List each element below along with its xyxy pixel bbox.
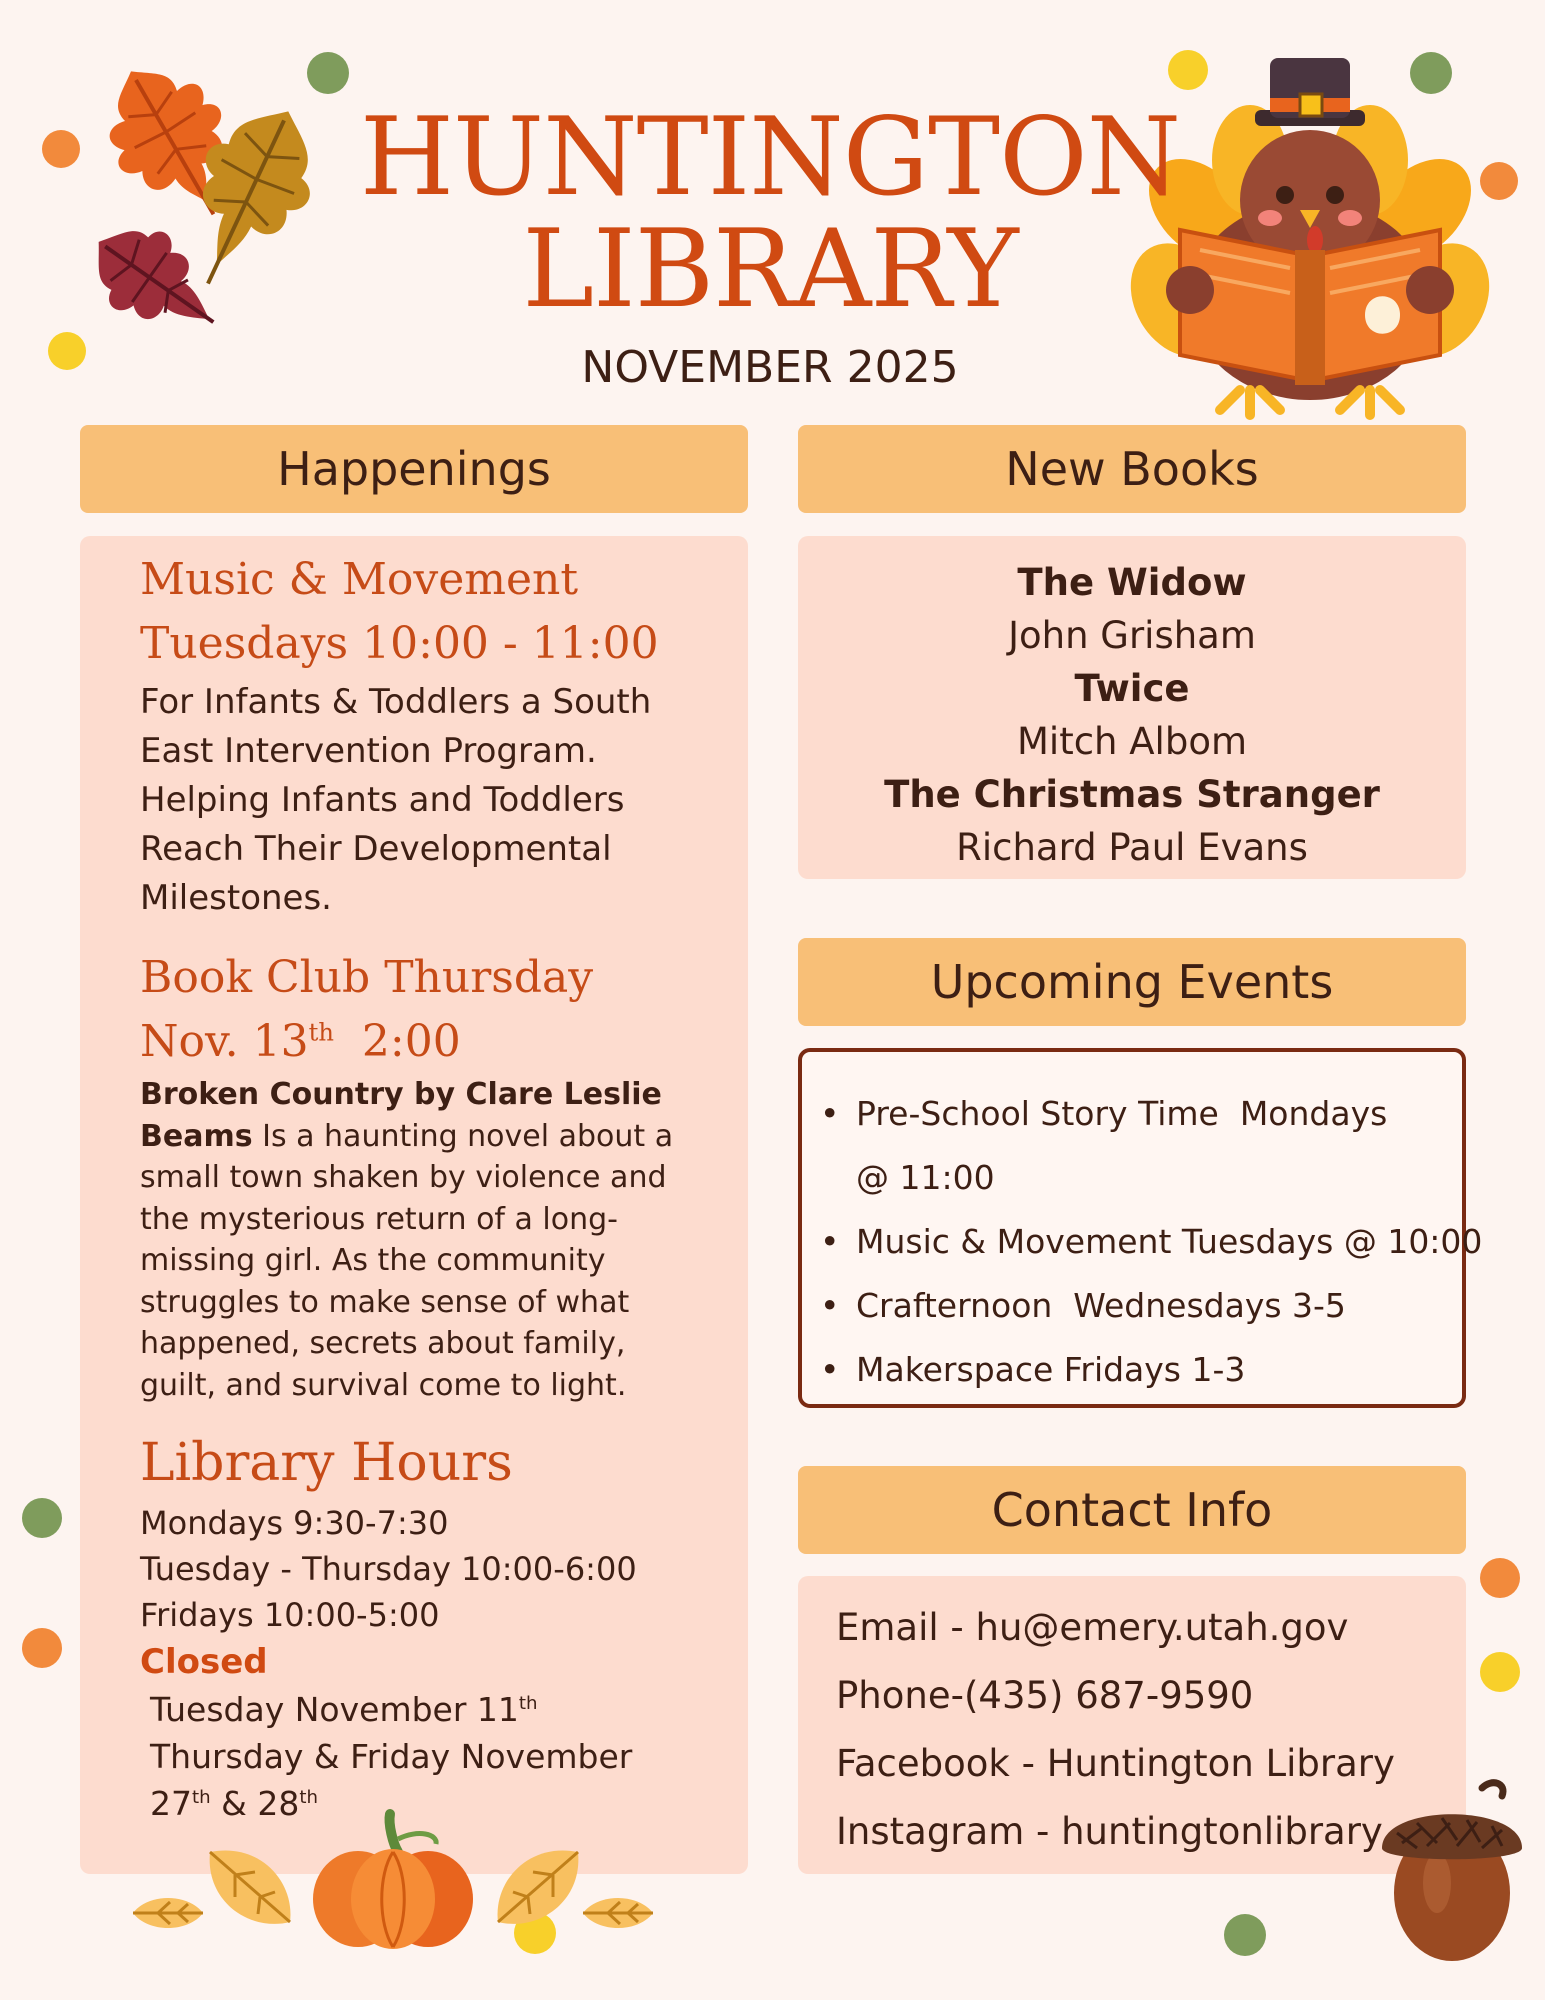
description-line: small town shaken by violence and: [140, 1160, 667, 1195]
library-hours-list: [140, 1500, 710, 1638]
closed-label: Closed: [140, 1642, 268, 1682]
closed-date-text: 27: [150, 1784, 192, 1823]
event-text: Pre-School Story Time Mondays: [856, 1094, 1388, 1133]
upcoming-events-header: [798, 938, 1466, 1026]
event-text: Crafternoon Wednesdays 3-5: [856, 1286, 1346, 1325]
book-club-date-sup: th: [308, 1018, 334, 1047]
new-books-panel: [798, 536, 1466, 879]
acorn-icon: [1372, 1778, 1532, 1968]
upcoming-events-heading: Upcoming Events: [930, 955, 1334, 1009]
book-title: The Christmas Stranger: [884, 773, 1380, 816]
description-line: guilt, and survival come to light.: [140, 1367, 627, 1403]
description-line: For Infants & Toddlers a South: [140, 682, 652, 722]
leaf-icon: [200, 1842, 300, 1932]
closed-date-line: Thursday & Friday November: [150, 1737, 633, 1776]
contact-phone: Phone-(435) 687-9590: [836, 1674, 1254, 1717]
list-item: [820, 1082, 1470, 1146]
upcoming-events-box: [798, 1048, 1483, 1408]
description-line: happened, secrets about family,: [140, 1326, 626, 1361]
music-movement-schedule: Tuesdays 10:00 - 11:00: [140, 618, 659, 669]
leaf-icon: [128, 1888, 208, 1938]
book-title-line: Beams: [140, 1118, 253, 1154]
description-line: struggles to make sense of what: [140, 1284, 630, 1320]
list-item: [820, 1274, 1470, 1338]
page-subtitle: NOVEMBER 2025: [581, 342, 959, 393]
description-line: Helping Infants and Toddlers: [140, 780, 625, 820]
decor-dot-yellow: [1480, 1652, 1520, 1692]
closed-date-sup: th: [518, 1693, 538, 1714]
description-line: Is a haunting novel about a: [252, 1118, 674, 1154]
events-list: [820, 1082, 1483, 1402]
happenings-panel: [80, 536, 748, 1874]
event-text: Makerspace Fridays 1-3: [856, 1350, 1246, 1389]
bullet-icon: •: [820, 1286, 840, 1325]
decor-dot-orange: [42, 130, 80, 168]
decor-dot-green: [1224, 1914, 1266, 1956]
closed-date-text: Tuesday November 11: [150, 1690, 519, 1729]
pumpkin-icon: [308, 1804, 478, 1950]
decor-dot-orange: [22, 1628, 62, 1668]
book-title: Twice: [1074, 667, 1190, 710]
contact-info-header: [798, 1466, 1466, 1554]
contact-facebook: Facebook - Huntington Library: [836, 1742, 1395, 1785]
hours-line: Fridays 10:00-5:00: [140, 1596, 440, 1634]
library-hours-title: Library Hours: [140, 1433, 513, 1493]
book-club-date: [140, 1010, 710, 1074]
new-books-heading: New Books: [1005, 442, 1259, 496]
library-hours-block: [140, 1426, 710, 1827]
list-item: [820, 1210, 1483, 1274]
decor-dot-orange: [1480, 1558, 1520, 1598]
description-line: Milestones.: [140, 878, 332, 918]
closed-date-sup: th: [299, 1787, 318, 1808]
description-line: [140, 1116, 710, 1158]
description-line: the mysterious return of a long-: [140, 1201, 619, 1237]
new-books-header: [798, 425, 1466, 513]
book-club-title: Book Club Thursday: [140, 952, 594, 1003]
book-author: Mitch Albom: [1016, 720, 1248, 763]
page-title-line1: HUNTINGTON: [359, 95, 1181, 220]
hours-line: Mondays 9:30-7:30: [140, 1504, 449, 1542]
book-author: John Grisham: [1008, 614, 1256, 657]
leaf-icon: [578, 1888, 658, 1938]
description-line: missing girl. As the community: [140, 1243, 606, 1278]
bullet-icon: •: [820, 1094, 840, 1133]
bullet-icon: •: [820, 1350, 840, 1389]
page-title-line2: LIBRARY: [522, 207, 1018, 332]
leaf-icon: [488, 1842, 588, 1932]
book-club-date-prefix: Nov. 13: [140, 1016, 309, 1067]
closed-date-text: & 28: [210, 1784, 300, 1823]
book-author: Richard Paul Evans: [956, 826, 1308, 869]
description-line: Reach Their Developmental: [140, 829, 612, 869]
happenings-header: [80, 425, 748, 513]
book-title-line: Broken Country by Clare Leslie: [140, 1077, 662, 1112]
hours-line: Tuesday - Thursday 10:00-6:00: [140, 1550, 637, 1588]
event-text: Music & Movement Tuesdays @ 10:00: [856, 1222, 1483, 1261]
music-movement-block: [140, 548, 710, 923]
event-text: @ 11:00: [856, 1158, 995, 1197]
happenings-heading: Happenings: [277, 442, 551, 496]
decor-dot-green: [22, 1498, 62, 1538]
contact-instagram: Instagram - huntingtonlibrary: [836, 1810, 1383, 1853]
book-title: The Widow: [1017, 561, 1247, 604]
closed-date-sup: th: [192, 1787, 211, 1808]
list-item: [820, 1146, 1470, 1210]
bullet-icon: •: [820, 1222, 840, 1261]
contact-info-heading: Contact Info: [991, 1483, 1273, 1537]
music-movement-description: [140, 678, 710, 923]
book-club-time: 2:00: [333, 1016, 461, 1067]
autumn-leaves-icon: [76, 52, 336, 362]
music-movement-title: Music & Movement: [140, 554, 579, 605]
closed-date-line: [150, 1686, 710, 1733]
book-club-description: [140, 1074, 710, 1406]
list-item: [820, 1338, 1470, 1402]
contact-email: Email - hu@emery.utah.gov: [836, 1606, 1349, 1649]
description-line: East Intervention Program.: [140, 731, 597, 771]
book-club-block: [140, 946, 710, 1406]
contact-panel: [798, 1576, 1466, 1874]
